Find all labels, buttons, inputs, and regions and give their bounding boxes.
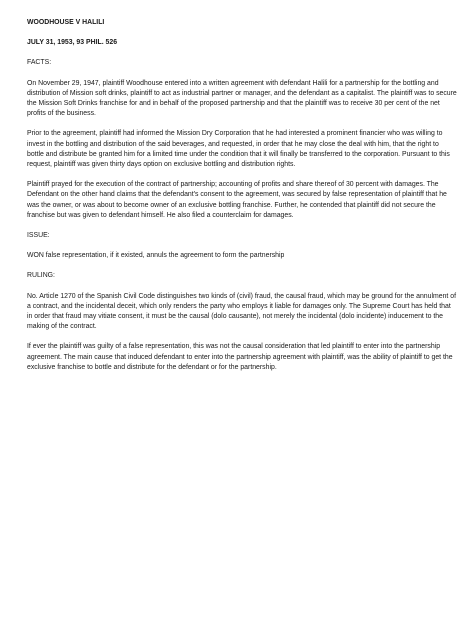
issue-heading: ISSUE: (27, 232, 50, 240)
facts-heading: FACTS: (27, 59, 52, 67)
date-citation: JULY 31, 1953, 93 PHIL. 526 (27, 39, 118, 47)
document-title: WOODHOUSE V HALILI (27, 19, 105, 26)
facts-paragraph-1: On November 29, 1947, plaintiff Woodhouse entered into a written agreement with defendant Halili for a partnership for the bottling and distribution of Mission soft drinks, plaintiff to act as industrial partner or manager, and the defendant as a capitalist. The plaintiff was to secure the Mission Soft Drinks franchise for and in behalf of the proposed partnership and that the plaintiff was to receive 30 per cent of the net profits of the business. (27, 79, 457, 118)
ruling-heading: RULING: (27, 272, 55, 280)
issue-text: WON false representation, if it existed, annuls the agreement to form the partnership (27, 252, 285, 260)
ruling-paragraph-2: If ever the plaintiff was guilty of a false representation, this was not the causal consideration that led plaintiff to enter into the partnership agreement. The main cause that induced defendant to enter into the partnership agreement with plaintiff, was the ability of plaintiff to get the exclusive franchise to bottle and distribute for the defendant or for the partnership. (27, 343, 453, 371)
ruling-paragraph-1: No. Article 1270 of the Spanish Civil Code distinguishes two kinds of (civil) fraud, the causal fraud, which may be ground for the annulment of a contract, and the incidental deceit, which only renders the party who employs it liable for damages only. The Supreme Court has held that in order that fraud may vitiate consent, it must be the causal (dolo causante), not merely the incidental (dolo incidente) inducement to the making of the contract. (27, 292, 456, 331)
document-page (27, 18, 457, 383)
facts-paragraph-2: Prior to the agreement, plaintiff had informed the Mission Dry Corporation that he had interested a prominent financier who was willing to invest in the bottling and distribution of the said beverages, and requested, in order that he may close the deal with him, that the right to bottle and distribute be granted him for a limited time under the condition that it will finally be transferred to the corporation. Pursuant to this request, plaintiff was given thirty days option on exclusive bottling and distribution rights. (27, 130, 450, 169)
facts-paragraph-3: Plaintiff prayed for the execution of the contract of partnership; accounting of profits and share thereof of 30 percent with damages. The Defendant on the other hand claims that the defendant's consent to the agreement, was secured by false representation of plaintiff that he was the owner, or was about to become owner of an exclusive bottling franchise. Further, he contended that plaintiff did not secure the franchise but was given to defendant himself. He also filed a counterclaim for damages. (27, 181, 447, 219)
